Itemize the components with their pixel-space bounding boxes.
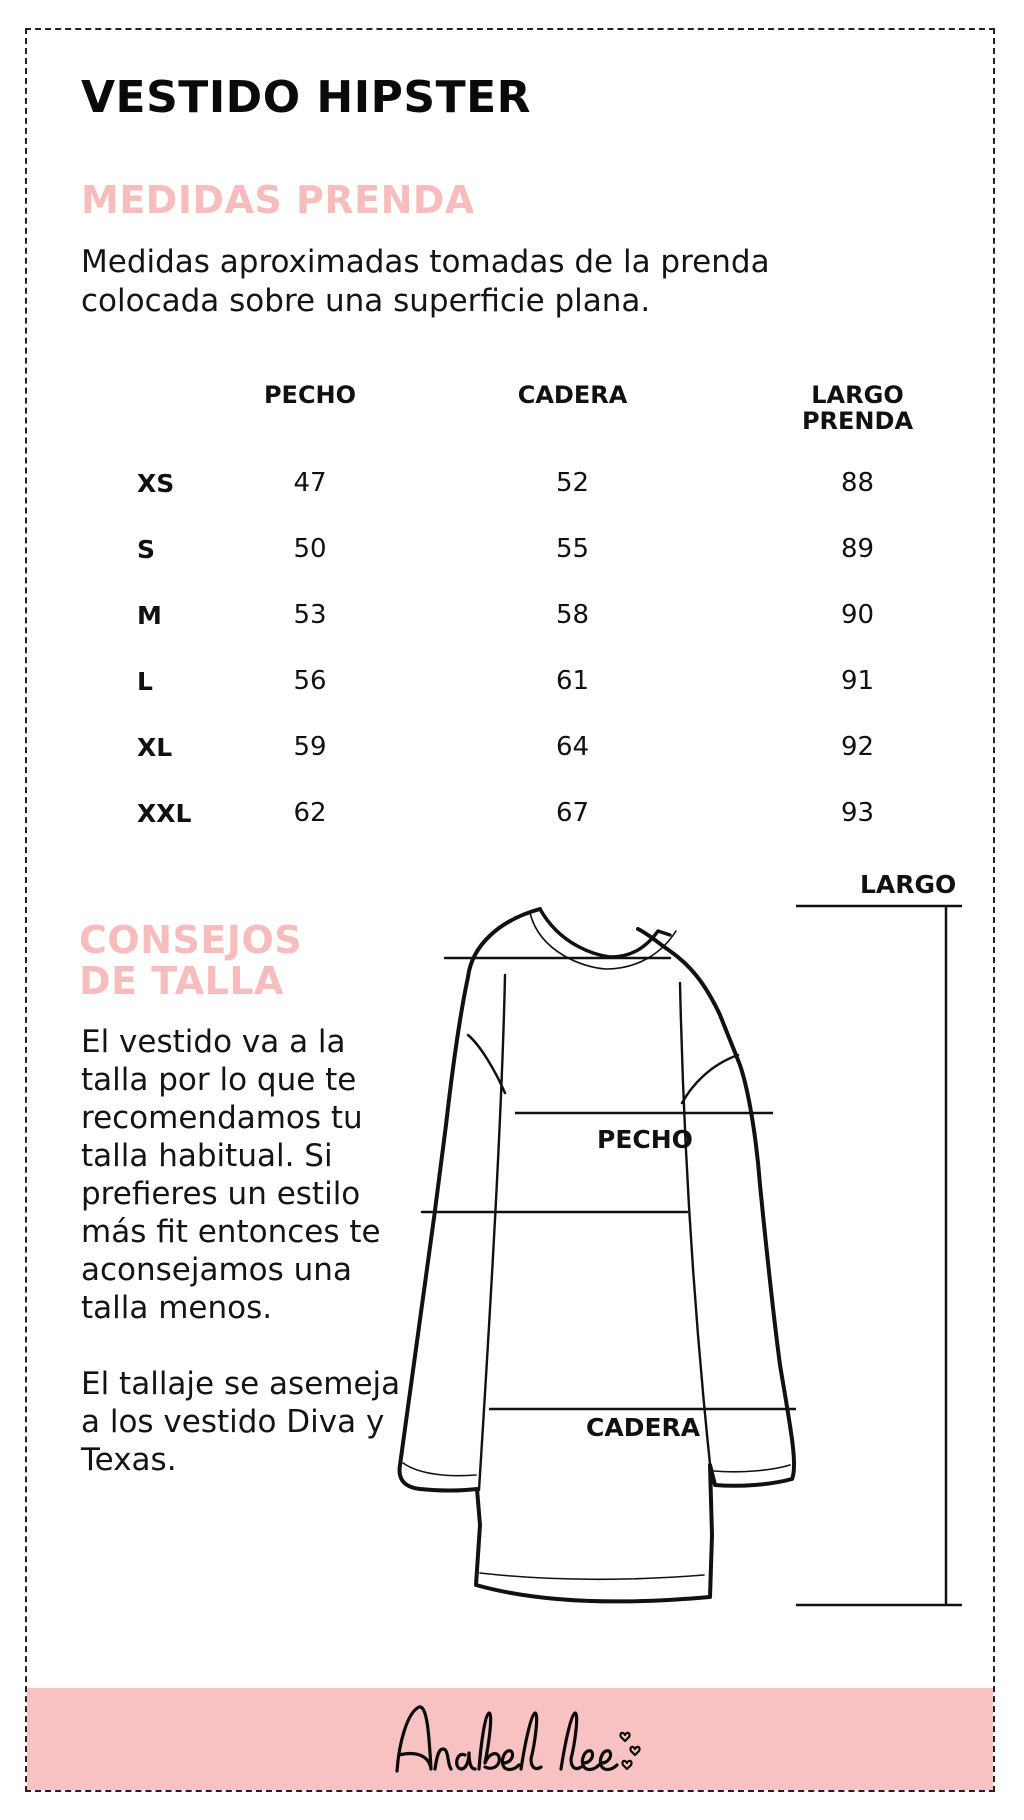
consejos-heading — [79, 920, 302, 1002]
header-cadera: CADERA — [517, 381, 628, 409]
consejos-paragraph-1: El vestido va a la talla por lo que te recomendamos tu talla habitual. Si prefieres un estilo más fit entonces te aconsejamos una talla menos. — [81, 1024, 381, 1326]
size-cell: XXL — [137, 798, 192, 828]
pecho-cell: 47 — [293, 468, 327, 498]
largo-cell: 91 — [840, 666, 875, 696]
largo-cell: 93 — [840, 798, 875, 828]
cadera-cell: 52 — [555, 468, 590, 498]
table-header-row — [110, 378, 980, 450]
size-cell: XL — [137, 732, 173, 762]
medidas-heading: MEDIDAS PRENDA — [81, 178, 475, 222]
table-row — [110, 516, 980, 582]
largo-cell: 92 — [840, 732, 875, 762]
size-table — [110, 378, 980, 846]
largo-label: LARGO — [860, 870, 957, 899]
table-row — [110, 450, 980, 516]
pecho-cell: 53 — [293, 600, 327, 630]
pecho-cell: 50 — [293, 534, 327, 564]
consejos-paragraph-2: El tallaje se asemeja a los vestido Diva y Texas. — [81, 1366, 401, 1478]
size-cell: XS — [137, 468, 175, 498]
dress-outline — [400, 909, 795, 1601]
cadera-cell: 58 — [555, 600, 590, 630]
size-cell: S — [137, 534, 156, 564]
dress-sketch — [380, 865, 1000, 1625]
header-size — [110, 378, 210, 450]
header-pecho: PECHO — [263, 381, 357, 409]
consejos-heading-line-1: CONSEJOS — [79, 918, 303, 962]
size-cell: M — [137, 600, 162, 630]
size-cell: L — [137, 666, 153, 696]
medidas-description: Medidas aproximadas tomadas de la prenda colocada sobre una superficie plana. — [81, 244, 770, 319]
pecho-label: PECHO — [597, 1125, 693, 1154]
table-row — [110, 780, 980, 846]
cadera-cell: 67 — [555, 798, 590, 828]
pecho-cell: 62 — [293, 798, 327, 828]
cadera-cell: 55 — [555, 534, 590, 564]
cadera-cell: 64 — [555, 732, 590, 762]
cadera-label: CADERA — [586, 1413, 701, 1442]
consejos-heading-line-2: DE TALLA — [79, 959, 284, 1003]
largo-cell: 88 — [840, 468, 875, 498]
pecho-cell: 59 — [293, 732, 327, 762]
anabel-lee-logo — [385, 1693, 645, 1785]
cadera-cell: 61 — [555, 666, 590, 696]
page-title: VESTIDO HIPSTER — [81, 72, 532, 123]
largo-cell: 90 — [840, 600, 875, 630]
table-row — [110, 714, 980, 780]
largo-cell: 89 — [840, 534, 875, 564]
header-largo-prenda: LARGO PRENDA — [801, 381, 914, 435]
pecho-cell: 56 — [293, 666, 327, 696]
table-row — [110, 648, 980, 714]
table-row — [110, 582, 980, 648]
